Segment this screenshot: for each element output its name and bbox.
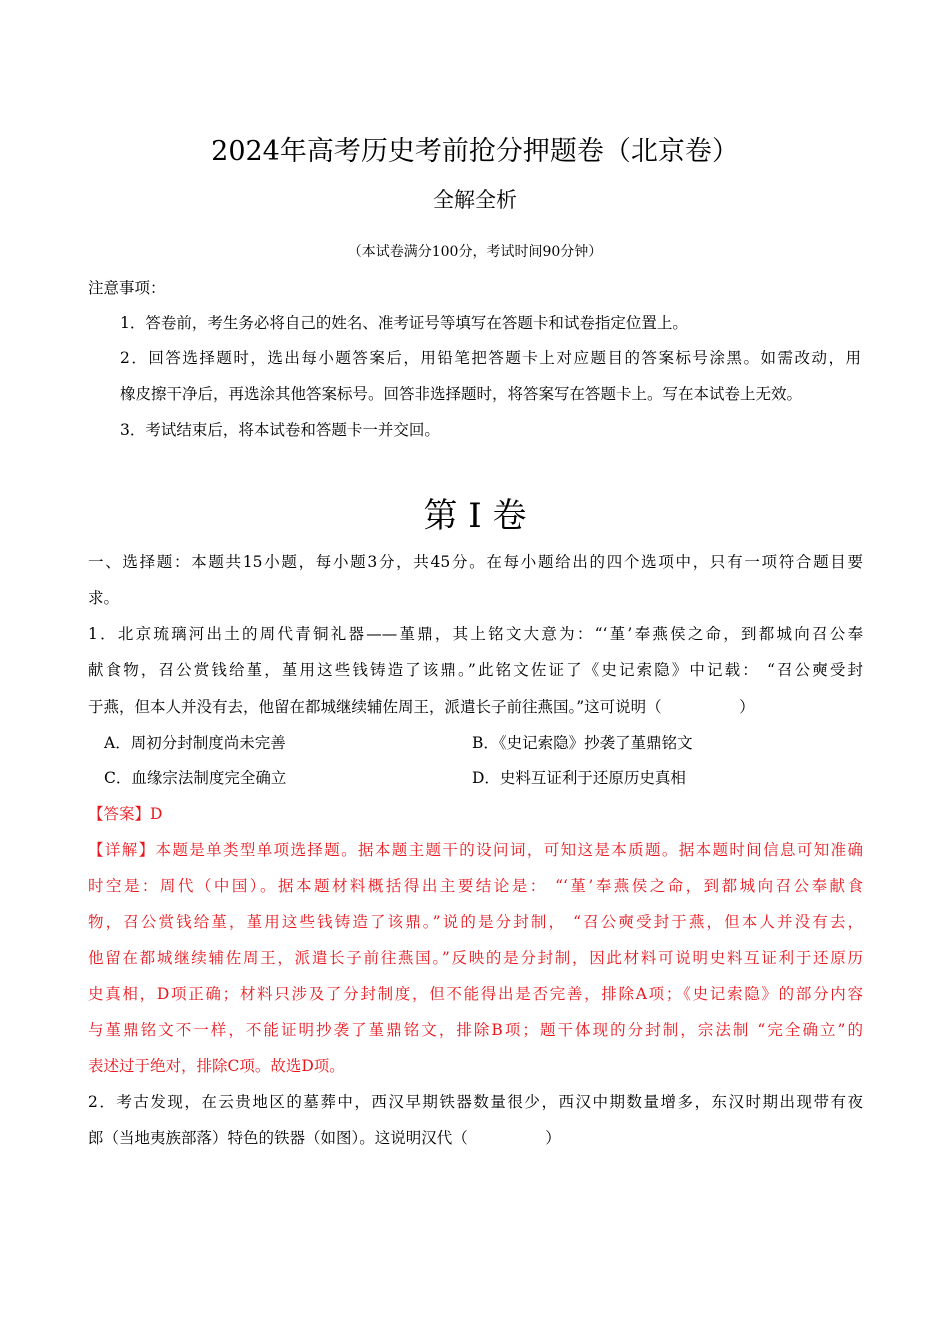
exam-meta: （本试卷满分100分，考试时间90分钟） — [347, 244, 603, 260]
q1-analysis-line: 【详解】本题是单类型单项选择题。据本题主题干的设问词，可知这是本质题。据本题时间信息可知准确 — [88, 841, 863, 859]
q1-answer: 【答案】D — [88, 805, 163, 823]
note-item-1: 1．答卷前，考生务必将自己的姓名、准考证号等填写在答题卡和试卷指定位置上。 — [120, 314, 688, 332]
q1-stem-line: 1．北京琉璃河出土的周代青铜礼器——堇鼎，其上铭文大意为：“‘堇’奉燕侯之命，到都城向召公奉 — [88, 625, 863, 643]
section-instruction: 一、选择题：本题共15小题，每小题3分，共45分。在每小题给出的四个选项中，只有一项符合题目要 — [88, 553, 863, 571]
note-item-2-cont: 橡皮擦干净后，再选涂其他答案标号。回答非选择题时，将答案写在答题卡上。写在本试卷上无效。 — [120, 385, 803, 403]
q1-analysis-line: 物，召公赏钱给堇，堇用这些钱铸造了该鼎。”说的是分封制， “召公奭受封于燕，但本人并没有去， — [88, 913, 863, 931]
q1-option-a: A．周初分封制度尚未完善 — [104, 734, 286, 752]
notes-label: 注意事项： — [88, 279, 166, 297]
page-title: 2024年高考历史考前抢分押题卷（北京卷） — [211, 136, 739, 167]
section-instruction-cont: 求。 — [88, 589, 120, 607]
q1-analysis-line: 时空是：周代（中国）。据本题材料概括得出主要结论是： “‘堇’奉燕侯之命，到都城向召公奉献食 — [88, 877, 863, 895]
note-item-3: 3．考试结束后，将本试卷和答题卡一并交回。 — [120, 421, 440, 439]
note-item-2: 2．回答选择题时，选出每小题答案后，用铅笔把答题卡上对应题目的答案标号涂黑。如需改动，用 — [120, 349, 861, 367]
q1-stem-line: 于燕，但本人并没有去，他留在都城继续辅佐周王，派遣长子前往燕国。”这可说明（ ） — [88, 698, 755, 716]
q1-analysis-line: 表述过于绝对，排除C项。故选D项。 — [88, 1057, 345, 1075]
q1-stem-line: 献食物，召公赏钱给堇，堇用这些钱铸造了该鼎。”此铭文佐证了《史记索隐》中记载： “召公奭受封 — [88, 661, 863, 679]
q1-analysis-line: 史真相，D项正确；材料只涉及了分封制度，但不能得出是否完善，排除A项；《史记索隐》的部分内容 — [88, 985, 863, 1003]
q1-option-c: C．血缘宗法制度完全确立 — [104, 769, 287, 787]
page-subtitle: 全解全析 — [433, 188, 517, 212]
q2-stem-line: 郎（当地夷族部落）特色的铁器（如图）。这说明汉代（ ） — [88, 1129, 561, 1147]
q1-analysis-line: 他留在都城继续辅佐周王，派遣长子前往燕国。”反映的是分封制，因此材料可说明史料互证利于还原历 — [88, 949, 863, 967]
section-title: 第 I 卷 — [423, 496, 527, 536]
q1-analysis-line: 与堇鼎铭文不一样，不能证明抄袭了堇鼎铭文，排除B项；题干体现的分封制，宗法制 “完全确立”的 — [88, 1021, 863, 1039]
q1-option-b: B．《史记索隐》抄袭了堇鼎铭文 — [472, 734, 693, 752]
q1-option-d: D．史料互证利于还原历史真相 — [472, 769, 686, 787]
q2-stem-line: 2．考古发现，在云贵地区的墓葬中，西汉早期铁器数量很少，西汉中期数量增多，东汉时期出现带有夜 — [88, 1093, 863, 1111]
